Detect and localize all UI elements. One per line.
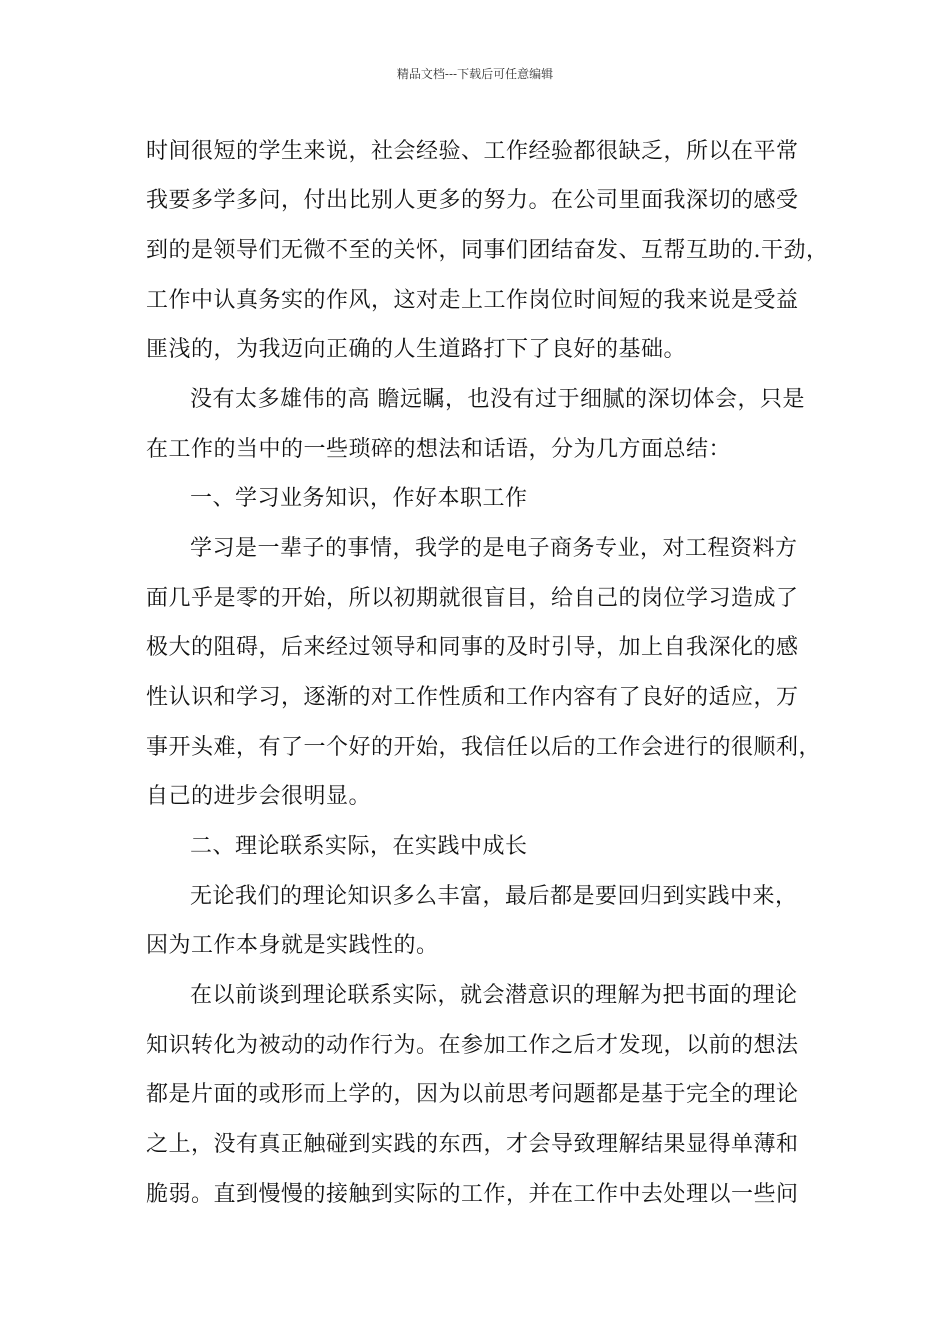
text-line: 我要多学多问，付出比别人更多的努力。在公司里面我深切的感受: [146, 188, 799, 213]
text-line: 到的是领导们无微不至的关怀，同事们团结奋发、互帮互助的.干劲，: [146, 238, 829, 263]
section-heading: 二、理论联系实际，在实践中成长: [190, 834, 528, 859]
section-heading: 一、学习业务知识，作好本职工作: [190, 486, 528, 511]
text-line: 因为工作本身就是实践性的。: [146, 933, 439, 958]
text-line: 都是片面的或形而上学的，因为以前思考问题都是基于完全的理论: [146, 1082, 799, 1107]
text-line: 知识转化为被动的动作行为。在参加工作之后才发现，以前的想法: [146, 1033, 799, 1058]
text-line: 在以前谈到理论联系实际，就会潜意识的理解为把书面的理论: [190, 983, 798, 1008]
text-line: 性认识和学习，逐渐的对工作性质和工作内容有了良好的适应，万: [146, 685, 799, 710]
text-line: 无论我们的理论知识多么丰富，最后都是要回归到实践中来，: [190, 884, 798, 909]
page-header: 精品文档---下载后可任意编辑: [396, 67, 554, 81]
text-line: 自己的进步会很明显。: [146, 784, 372, 809]
text-line: 学习是一辈子的事情，我学的是电子商务专业，对工程资料方: [190, 536, 798, 561]
text-line: 在工作的当中的一些琐碎的想法和话语，分为几方面总结：: [146, 437, 732, 462]
text-line: 时间很短的学生来说，社会经验、工作经验都很缺乏，所以在平常: [146, 139, 799, 164]
text-line: 工作中认真务实的作风，这对走上工作岗位时间短的我来说是受益: [146, 288, 799, 313]
text-line: 匪浅的，为我迈向正确的人生道路打下了良好的基础。: [146, 337, 687, 362]
text-line: 没有太多雄伟的高 瞻远瞩，也没有过于细腻的深切体会，只是: [190, 387, 805, 412]
text-line: 脆弱。直到慢慢的接触到实际的工作，并在工作中去处理以一些问: [146, 1182, 799, 1207]
text-line: 之上，没有真正触碰到实践的东西，才会导致理解结果显得单薄和: [146, 1132, 799, 1157]
text-line: 面几乎是零的开始，所以初期就很盲目，给自己的岗位学习造成了: [146, 586, 799, 611]
text-line: 事开头难，有了一个好的开始，我信任以后的工作会进行的很顺利，: [146, 735, 822, 760]
text-line: 极大的阻碍，后来经过领导和同事的及时引导，加上自我深化的感: [146, 635, 799, 660]
